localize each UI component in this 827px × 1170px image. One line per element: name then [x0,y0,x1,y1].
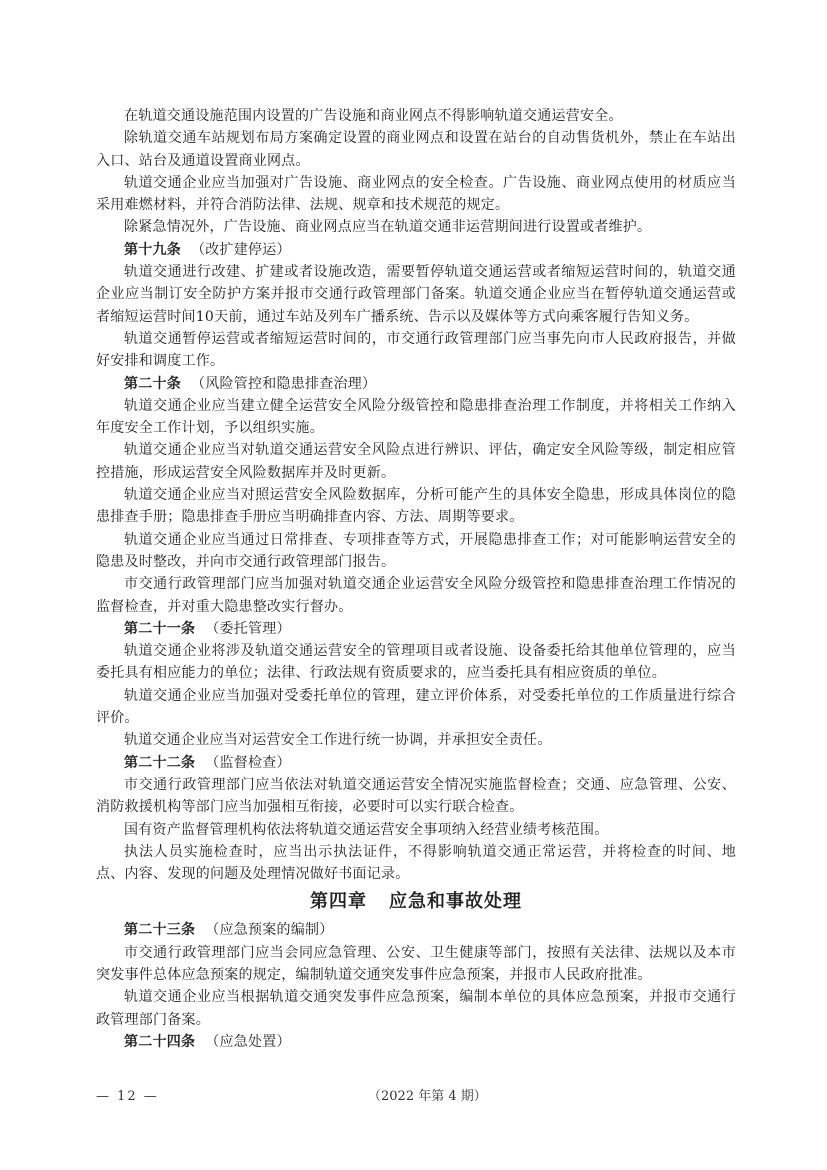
body-paragraph: 轨道交通企业将涉及轨道交通运营安全的管理项目或者设施、设备委托给其他单位管理的，应当委托具有相应能力的单位；法律、行政法规有资质要求的，应当委托具有相应资质的单位。 [96,643,736,682]
article-number: 第二十条 [124,375,181,392]
article-heading [96,1031,736,1053]
article-subtitle: （应急处置） [205,1033,291,1050]
document-body [96,105,736,1053]
chapter-heading [96,889,736,915]
article-subtitle: （风险管控和隐患排查治理） [191,375,377,392]
body-paragraph: 市交通行政管理部门应当会同应急管理、公安、卫生健康等部门，按照有关法律、法规以及本市突发事件总体应急预案的规定，编制轨道交通突发事件应急预案，并报市人民政府批准。 [96,944,736,983]
issue-label: （2022 年第 4 期） [368,1089,487,1104]
body-paragraph: 轨道交通企业应当对运营安全工作进行统一协调，并承担安全责任。 [124,732,552,749]
page-footer [96,1087,736,1107]
article-heading [96,919,736,941]
body-paragraph: 轨道交通企业应当通过日常排查、专项排查等方式，开展隐患排查工作；对可能影响运营安全的隐患及时整改，并向市交通行政管理部门报告。 [96,531,736,570]
article-number: 第二十二条 [124,754,196,771]
body-paragraph: 除紧急情况外，广告设施、商业网点应当在轨道交通非运营期间进行设置或者维护。 [124,219,652,236]
chapter-title: 应急和事故处理 [389,891,522,913]
article-heading [96,752,736,774]
body-paragraph: 在轨道交通设施范围内设置的广告设施和商业网点不得影响轨道交通运营安全。 [124,108,623,124]
body-paragraph: 执法人员实施检查时，应当出示执法证件，不得影响轨道交通正常运营，并将检查的时间、地点、内容、发现的问题及处理情况做好书面记录。 [96,843,736,883]
page-number: — 12 — [96,1089,159,1104]
body-paragraph: 轨道交通企业应当建立健全运营安全风险分级管控和隐患排查治理工作制度，并将相关工作纳入年度安全工作计划，予以组织实施。 [96,397,736,437]
article-subtitle: （监督检查） [205,754,291,771]
body-paragraph: 轨道交通进行改建、扩建或者设施改造，需要暂停轨道交通运营或者缩短运营时间的，轨道交通企业应当制订安全防护方案并报市交通行政管理部门备案。轨道交通企业应当在暂停轨道交通运营或者缩短运营时间10天前，通过车站及列车广播系统、告示以及媒体等方式向乘客履行告知义务。 [96,264,736,325]
body-paragraph: 轨道交通暂停运营或者缩短运营时间的，市交通行政管理部门应当事先向市人民政府报告，并做好安排和调度工作。 [96,330,736,370]
chapter-number: 第四章 [310,891,367,913]
article-number: 第十九条 [124,241,181,258]
article-number: 第二十一条 [124,620,196,637]
article-subtitle: （改扩建停运） [191,241,291,258]
article-heading [96,618,736,640]
article-subtitle: （委托管理） [205,620,291,637]
body-paragraph: 国有资产监督管理机构依法将轨道交通运营安全事项纳入经营业绩考核范围。 [124,821,609,838]
article-number: 第二十三条 [124,922,196,939]
article-heading [96,373,736,395]
body-paragraph: 除轨道交通车站规划布局方案确定设置的商业网点和设置在站台的自动售货机外，禁止在车站出入口、站台及通道设置商业网点。 [96,130,736,169]
article-subtitle: （应急预案的编制） [205,922,334,939]
body-paragraph: 轨道交通企业应当对轨道交通运营安全风险点进行辨识、评估，确定安全风险等级，制定相应管控措施，形成运营安全风险数据库并及时更新。 [96,442,736,481]
body-paragraph: 市交通行政管理部门应当加强对轨道交通企业运营安全风险分级管控和隐患排查治理工作情况的监督检查，并对重大隐患整改实行督办。 [96,576,736,615]
article-number: 第二十四条 [124,1033,196,1050]
body-paragraph: 市交通行政管理部门应当依法对轨道交通运营安全情况实施监督检查；交通、应急管理、公安、消防救援机构等部门应当加强相互衔接，必要时可以实行联合检查。 [96,776,736,816]
body-paragraph: 轨道交通企业应当加强对受委托单位的管理，建立评价体系，对受委托单位的工作质量进行综合评价。 [96,687,736,727]
article-heading [96,239,736,261]
body-paragraph: 轨道交通企业应当加强对广告设施、商业网点的安全检查。广告设施、商业网点使用的材质应当采用难燃材料，并符合消防法律、法规、规章和技术规范的规定。 [96,174,736,214]
body-paragraph: 轨道交通企业应当根据轨道交通突发事件应急预案，编制本单位的具体应急预案，并报市交通行政管理部门备案。 [96,989,736,1028]
body-paragraph: 轨道交通企业应当对照运营安全风险数据库，分析可能产生的具体安全隐患，形成具体岗位的隐患排查手册；隐患排查手册应当明确排查内容、方法、周期等要求。 [96,487,736,526]
